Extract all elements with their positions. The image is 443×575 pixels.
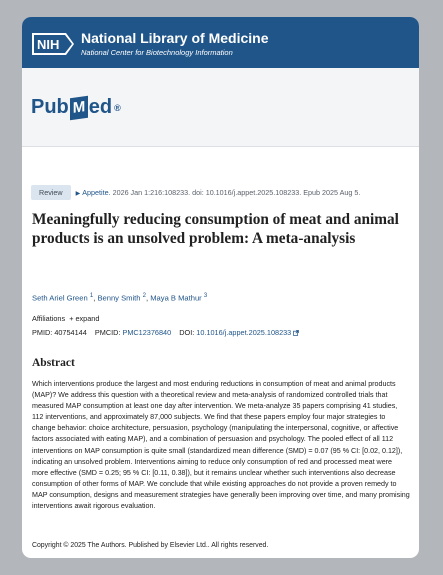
pubmed-logo-pub: Pub bbox=[31, 96, 69, 119]
affiliations-label: Affiliations bbox=[32, 314, 66, 323]
pmcid-link[interactable]: PMC12376840 bbox=[122, 328, 172, 337]
abstract-heading: Abstract bbox=[32, 357, 75, 369]
pubmed-logo[interactable] bbox=[31, 96, 121, 126]
abstract-text: Which interventions produce the largest and most enduring reductions in consumption of meat and animal products (MAP)? We address this question with a theoretical review and meta-analysis of randomized controlled trials that measured MAP consumption at least one day after intervention. We meta-analyze 35 papers comprising 41 studies, 112 interventions, and approximately 87,000 subjects. We find that these papers employ four major strategies to change behavior: choice architecture, persuasion, psychology (manipulating the interpersonal, cognitive, or affective factors associated with eating MAP), and a combination of persuasion and psychology. The pooled effect of all 112 interventions on MAP consumption is quite small (standardized mean difference (SMD) = 0.07 (95 % CI: [0.02, 0.12]), indicating an unsolved problem. Interventions aiming to reduce only consumption of red and processed meat were more effective (SMD = 0.25; 95 % CI: [0.11, 0.38]), but it remains unclear whether such interventions also decrease consumption of other forms of MAP. We conclude that while existing approaches do not provide a proven remedy to MAP consumption, designs and measurement strategies have generally been improving over time, and many promising interventions await rigorous evaluation. bbox=[32, 380, 410, 511]
article-title: Meaningfully reducing consumption of meat and animal products is an unsolved problem: A meta-analysis bbox=[32, 211, 399, 247]
external-link-icon[interactable] bbox=[293, 330, 299, 336]
pubmed-logo-m: M bbox=[70, 95, 88, 120]
nih-logo-icon bbox=[32, 33, 74, 55]
svg-text:NIH: NIH bbox=[37, 37, 60, 52]
citation-line bbox=[31, 185, 360, 200]
author-link[interactable]: Maya B Mathur bbox=[150, 293, 202, 303]
identifiers-row bbox=[32, 328, 299, 337]
author-link[interactable]: Seth Ariel Green bbox=[32, 293, 88, 303]
author-affiliation-ref[interactable]: 3 bbox=[203, 293, 208, 299]
author-affiliation-ref[interactable]: 1 bbox=[89, 293, 94, 299]
doi-link[interactable]: 10.1016/j.appet.2025.108233 bbox=[196, 328, 292, 337]
publication-type-badge: Review bbox=[31, 185, 71, 200]
affiliations-row bbox=[32, 314, 99, 323]
nlm-header[interactable] bbox=[22, 17, 419, 68]
pmid-value: 40754144 bbox=[54, 328, 87, 337]
journal-dropdown-icon[interactable]: ▶ bbox=[75, 191, 81, 197]
author-list: Seth Ariel Green $^1$, Benny Smith $^2$, Maya B Mathur $^3$ bbox=[32, 293, 208, 303]
journal-link[interactable]: Appetite. bbox=[82, 188, 111, 197]
author-link[interactable]: Benny Smith bbox=[97, 293, 141, 303]
registered-mark: ® bbox=[114, 102, 121, 113]
author-affiliation-ref[interactable]: 2 bbox=[142, 293, 146, 299]
doi-label: DOI: bbox=[179, 328, 195, 337]
pmid-label: PMID: bbox=[32, 328, 53, 337]
page-card bbox=[22, 17, 419, 558]
org-subtitle: National Center for Biotechnology Information bbox=[81, 48, 233, 57]
org-title: National Library of Medicine bbox=[81, 30, 269, 46]
copyright-notice: Copyright © 2025 The Authors. Published by Elsevier Ltd.. All rights reserved. bbox=[32, 542, 269, 549]
affiliations-expand-button[interactable]: + expand bbox=[69, 314, 100, 323]
pubmed-header bbox=[22, 68, 419, 147]
citation-details: 2026 Jan 1:216:108233. doi: 10.1016/j.appet.2025.108233. Epub 2025 Aug 5. bbox=[110, 188, 361, 197]
pmcid-label: PMCID: bbox=[94, 328, 121, 337]
pubmed-logo-ed: ed bbox=[88, 96, 113, 119]
